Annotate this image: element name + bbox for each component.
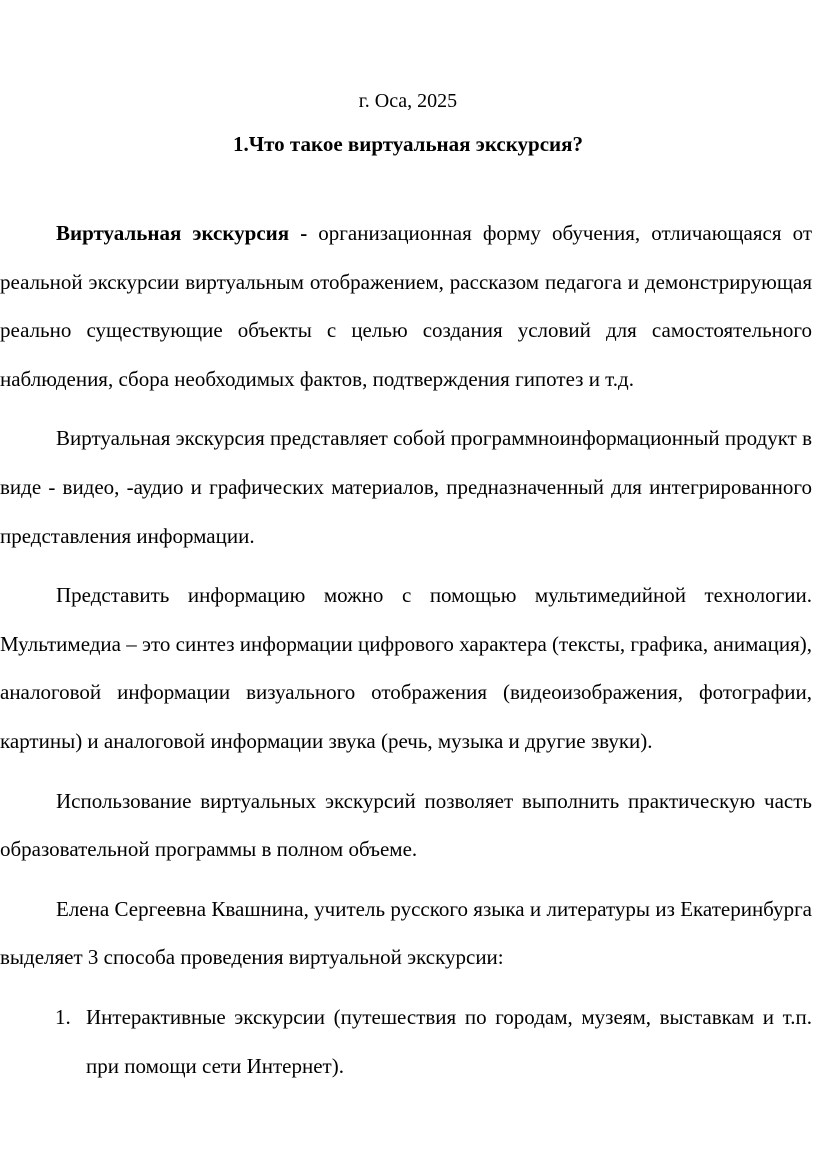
list-item-number: 1. xyxy=(55,1004,71,1029)
paragraph-multimedia: Представить информацию можно с помощью мультимедийной технологии. Мультимедиа – это синтез информации цифрового характера (тексты, графика, анимация), аналоговой информации визуального отображения (видеоизображения, фотографии, картины) и аналоговой информации звука (речь, музыка и другие звуки). xyxy=(0,583,812,753)
place-and-year: г. Оса, 2025 xyxy=(358,90,458,112)
list-item xyxy=(0,993,812,1090)
defined-term: Виртуальная экскурсия - xyxy=(56,221,308,245)
document-body xyxy=(0,209,812,1090)
definition-text: организационная форму обучения, отличающаяся от реальной экскурсии виртуальным отображением, рассказом педагога и демонстрирующая реально существующие объекты с целью создания условий для самостоятельного наблюдения, сбора необходимых фактов, подтверждения гипотез и т.д. xyxy=(0,221,813,391)
paragraph-methods-intro: Елена Сергеевна Квашнина, учитель русского языка и литературы из Екатеринбурга выделяет 3 способа проведения виртуальной экскурсии: xyxy=(0,896,812,970)
section-heading: 1.Что такое виртуальная экскурсия? xyxy=(232,132,584,156)
paragraph-usage: Использование виртуальных экскурсий позволяет выполнить практическую часть образовательной программы в полном объеме. xyxy=(0,788,812,862)
paragraph-product: Виртуальная экскурсия представляет собой программноинформационный продукт в виде - видео, -аудио и графических материалов, предназначенный для интегрированного представления информации. xyxy=(0,426,812,548)
paragraph-definition xyxy=(0,209,812,403)
methods-list xyxy=(0,993,812,1090)
list-item-text: Интерактивные экскурсии (путешествия по городам, музеям, выставкам и т.п. при помощи сети Интернет). xyxy=(86,1004,812,1078)
